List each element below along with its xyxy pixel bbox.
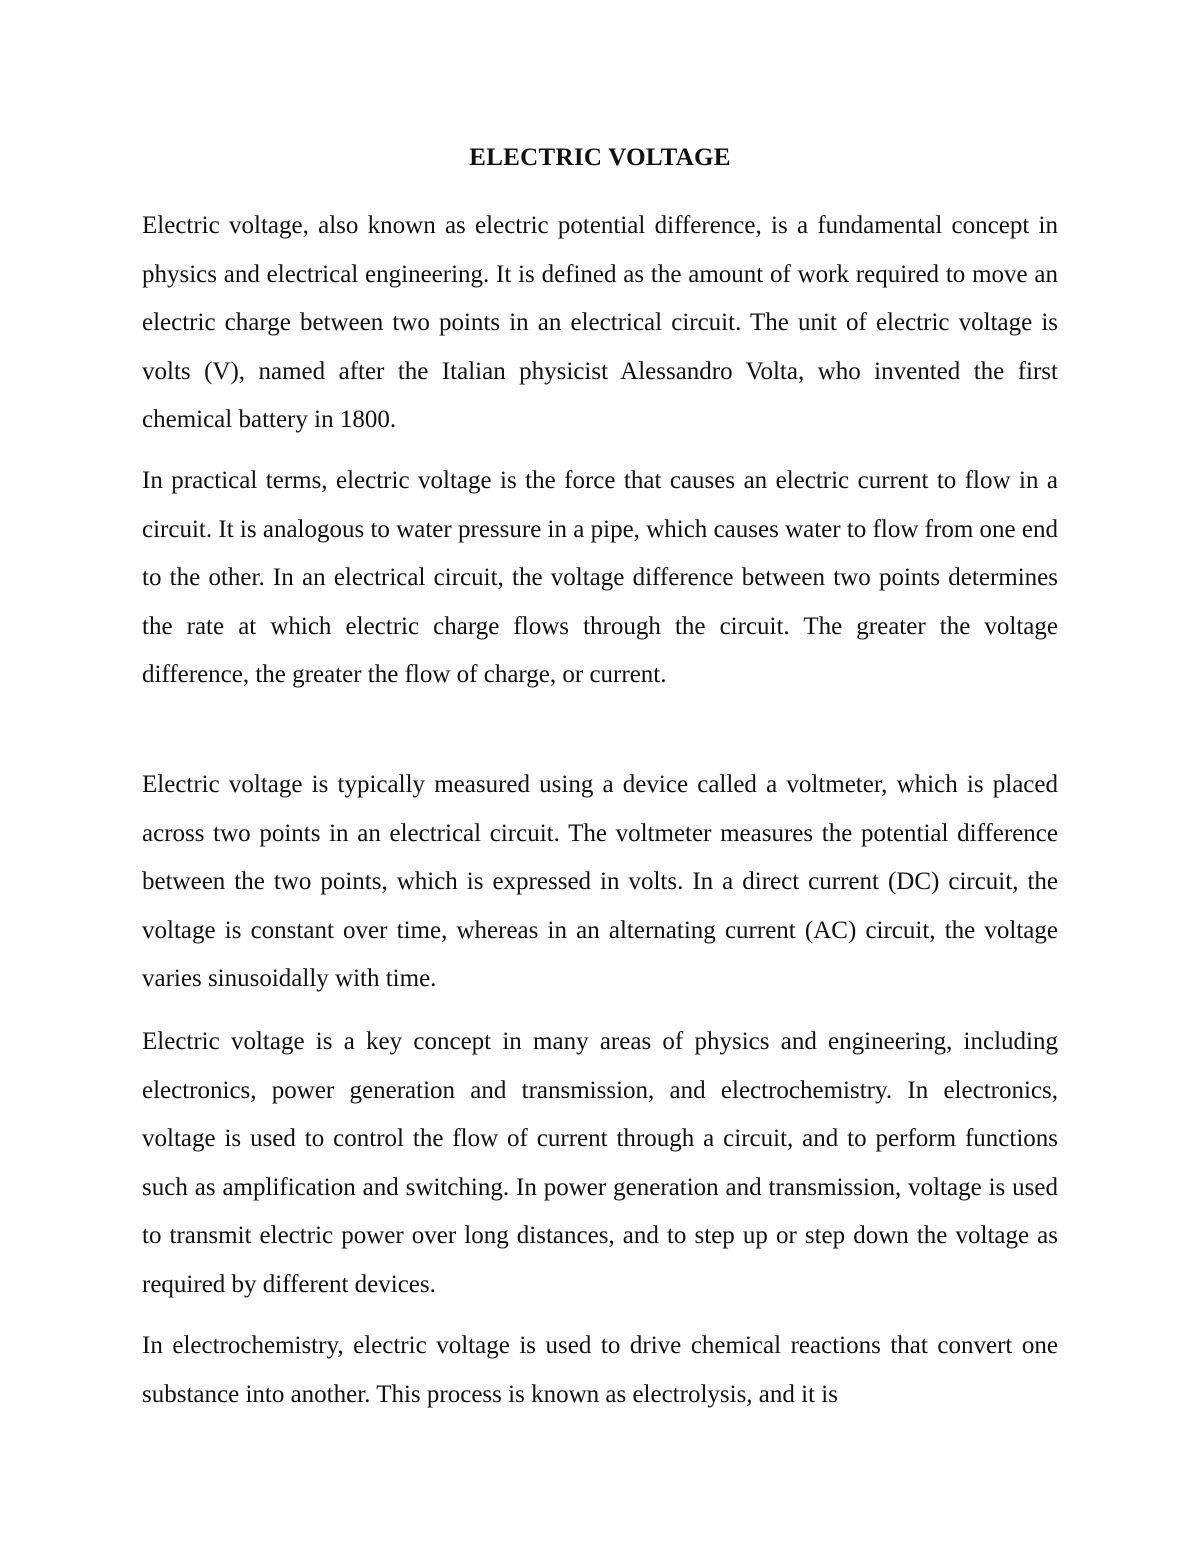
paragraph-applications: Electric voltage is a key concept in many areas of physics and engineering, including electronics, power generation and transmission, and electrochemistry. In electronics, voltage is used to control the flow of current through a circuit, and to perform functions such as amplification and switching. In power generation and transmission, voltage is used to transmit electric power over long distances, and to step up or step down the voltage as required by different devices.	[142, 1028, 1058, 1298]
paragraph-electrochemistry: In electrochemistry, electric voltage is used to drive chemical reactions that convert one substance into another. This process is known as electrolysis, and it is	[142, 1332, 1058, 1408]
paragraph-voltage-definition: Electric voltage, also known as electric potential difference, is a fundamental concept in physics and electrical engineering. It is defined as the amount of work required to move an electric charge between two points in an electrical circuit. The unit of electric voltage is volts (V), named after the Italian physicist Alessandro Volta, who invented the first chemical battery in 1800.	[142, 212, 1058, 433]
paragraph-practical-terms: In practical terms, electric voltage is the force that causes an electric current to flow in a circuit. It is analogous to water pressure in a pipe, which causes water to flow from one end to the other. In an electrical circuit, the voltage difference between two points determines the rate at which electric charge flows through the circuit. The greater the voltage difference, the greater the flow of charge, or current.	[142, 467, 1058, 688]
paragraph-measurement: Electric voltage is typically measured using a device called a voltmeter, which is placed across two points in an electrical circuit. The voltmeter measures the potential difference between the two points, which is expressed in volts. In a direct current (DC) circuit, the voltage is constant over time, whereas in an alternating current (AC) circuit, the voltage varies sinusoidally with time.	[142, 771, 1058, 992]
document-title: ELECTRIC VOLTAGE	[469, 144, 731, 171]
